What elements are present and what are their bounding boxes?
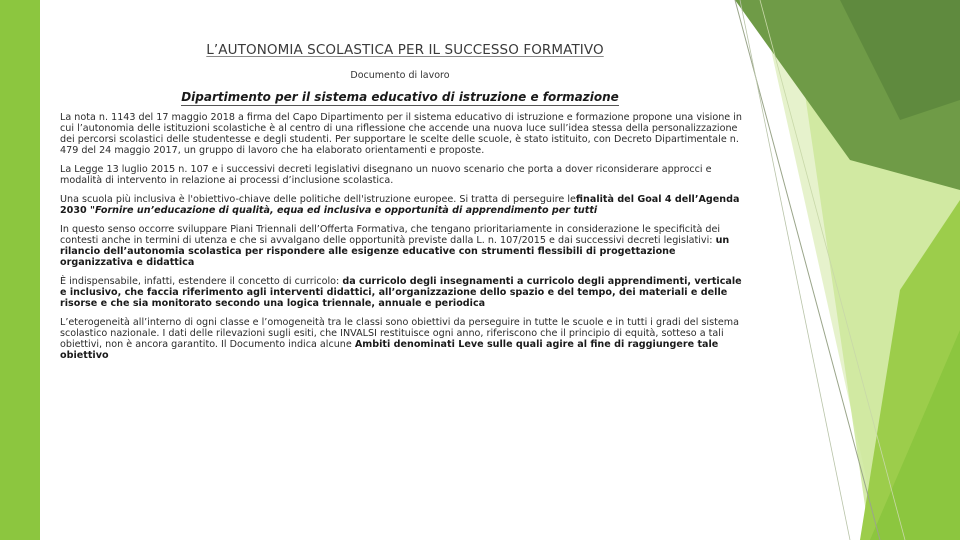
- paragraph-bold: Ambiti denominati Leve sulle quali agire al fine di raggiungere tale obiettivo: [60, 339, 719, 361]
- paragraph-italic: "Fornire un’educazione di qualità, equa ed inclusiva e opportunità di apprendimento per tutti: [90, 205, 598, 216]
- paragraph-eterogeneita: [60, 317, 750, 361]
- paragraph-legge: La Legge 13 luglio 2015 n. 107 e i successivi decreti legislativi disegnano un nuovo scenario che porta a dover riconsiderare approcci e modalità di intervento in relazione ai processi d’inclusione scolastica.: [60, 164, 712, 186]
- department-heading: [150, 90, 650, 104]
- paragraph-curricolo: [60, 276, 750, 309]
- slide-title: L’AUTONOMIA SCOLASTICA PER IL SUCCESSO FORMATIVO: [206, 42, 604, 58]
- paragraph-bold: un rilancio dell’autonomia scolastica per rispondere alle esigenze educative con strumenti flessibili di progettazione organizzativa e didattica: [60, 235, 730, 268]
- paragraph-text: Una scuola più inclusiva è l'obiettivo-chiave delle politiche dell'istruzione europee. Si tratta di perseguire le: [60, 194, 576, 205]
- paragraph-scuola-inclusiva: [60, 194, 750, 216]
- department-heading-text: Dipartimento per il sistema educativo di istruzione e formazione: [181, 90, 619, 104]
- left-accent-bar: [0, 0, 40, 540]
- paragraph-text: L’eterogeneità all’interno di ogni classe e l’omogeneità tra le classi sono obiettivi da perseguire in tutte le scuole e in tutti i gradi del sistema scolastico nazionale. I dati delle rilevazioni sugli esiti, che INVALSI restituisce ogni anno, riferiscono che il principio di equità, sotteso a tali obiettivi, non è ancora garantito. Il Documento indica alcune: [60, 317, 739, 350]
- paragraph-nota: La nota n. 1143 del 17 maggio 2018 a firma del Capo Dipartimento per il sistema educativo di istruzione e formazione propone una visione in cui l’autonomia delle istituzioni scolastiche è al centro di una riflessione che accende una nuova luce sull’idea stessa della personalizzazione dei percorsi scolastici delle studentesse e degli studenti. Per supportare le scelte delle scuole, è stato istituito, con Decreto Dipartimentale n. 479 del 24 maggio 2017, un gruppo di lavoro che ha elaborato orientamenti e proposte.: [60, 112, 742, 156]
- paragraph-text: È indispensabile, infatti, estendere il concetto di curricolo:: [60, 276, 343, 287]
- paragraph-piani-triennali: [60, 224, 750, 268]
- paragraph-bold: finalità del Goal 4 dell’Agenda 2030: [60, 194, 740, 216]
- body-text: [60, 112, 750, 369]
- paragraph-text: In questo senso occorre sviluppare Piani Triennali dell’Offerta Formativa, che tengano prioritariamente in considerazione le specificità dei contesti anche in termini di utenza e che si avvalgano delle opportunità previste dalla L. n. 107/2015 e dai successivi decreti legislativi:: [60, 224, 721, 246]
- paragraph-bold: da curricolo degli insegnamenti a curricolo degli apprendimenti, verticale e inclusivo, che faccia riferimento agli interventi didattici, all’organizzazione dello spazio e del tempo, dei materiali e delle risorse e che sia monitorato secondo una logica triennale, annuale e periodica: [60, 276, 742, 309]
- slide-subtitle: Documento di lavoro: [350, 70, 450, 81]
